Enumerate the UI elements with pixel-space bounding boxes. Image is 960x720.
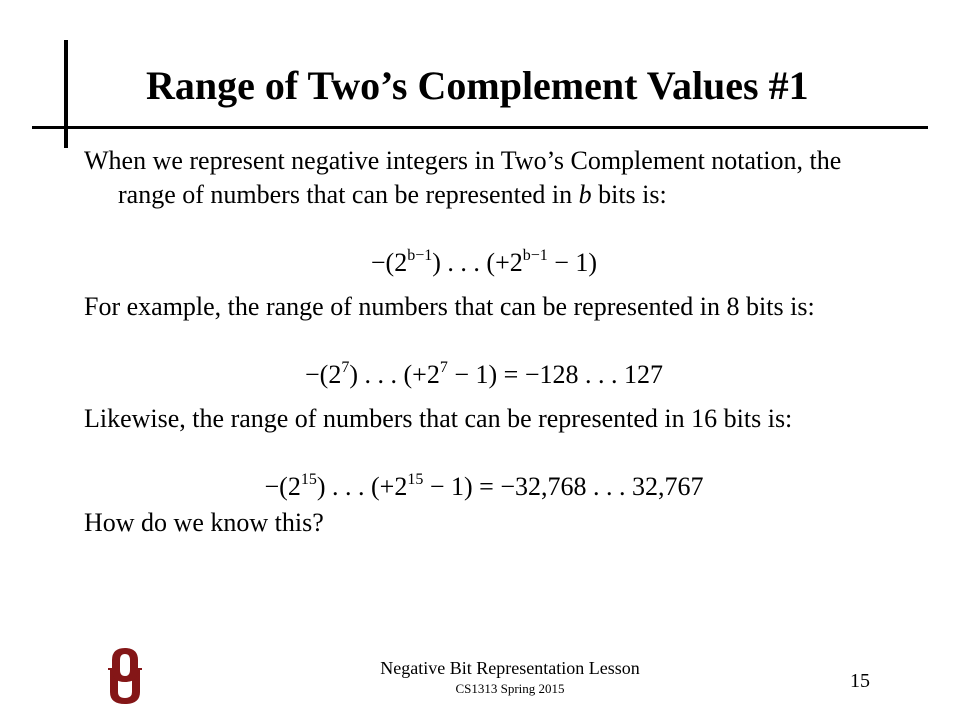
footer-lesson-title: Negative Bit Representation Lesson — [380, 658, 640, 678]
formula-3-exponent-b: 15 — [407, 471, 424, 488]
paragraph-3: Likewise, the range of numbers that can be represented in 16 bits is: — [84, 404, 793, 433]
paragraph-1-end: bits is: — [591, 180, 667, 209]
vertical-rule — [64, 40, 68, 148]
formula-3-part-b: ) . . . (+2 — [316, 472, 408, 501]
variable-b: b — [578, 180, 592, 209]
formula-2-exponent-a: 7 — [341, 359, 350, 376]
formula-8-bit — [84, 358, 884, 392]
formula-general — [84, 246, 884, 280]
footer-course: CS1313 Spring 2015 — [455, 681, 565, 696]
paragraph-2: For example, the range of numbers that can be represented in 8 bits is: — [84, 292, 815, 321]
formula-2-part-a: −(2 — [305, 360, 342, 389]
formula-3-exponent-a: 15 — [300, 471, 317, 488]
formula-1-part-b: ) . . . (+2 — [432, 248, 523, 277]
paragraph-4: How do we know this? — [84, 508, 324, 537]
paragraph-1-text: When we represent negative integers in Two’s Complement notation, the range of numbers that can be represented in — [84, 146, 842, 209]
ou-logo-icon — [102, 646, 148, 706]
page-number: 15 — [850, 670, 870, 692]
formula-1-part-c: − 1) — [547, 248, 598, 277]
formula-16-bit — [84, 470, 884, 504]
paragraph-1 — [84, 144, 884, 212]
slide-title: Range of Two’s Complement Values #1 — [146, 63, 809, 108]
formula-2-part-b: ) . . . (+2 — [349, 360, 440, 389]
horizontal-rule — [32, 126, 928, 129]
formula-3-part-c: − 1) = −32,768 . . . 32,767 — [423, 472, 704, 501]
formula-2-part-c: − 1) = −128 . . . 127 — [447, 360, 663, 389]
formula-1-part-a: −(2 — [370, 248, 408, 277]
formula-1-exponent-a: b−1 — [407, 247, 433, 264]
formula-1-exponent-b: b−1 — [522, 247, 548, 264]
formula-2-exponent-b: 7 — [439, 359, 448, 376]
formula-3-part-a: −(2 — [264, 472, 301, 501]
